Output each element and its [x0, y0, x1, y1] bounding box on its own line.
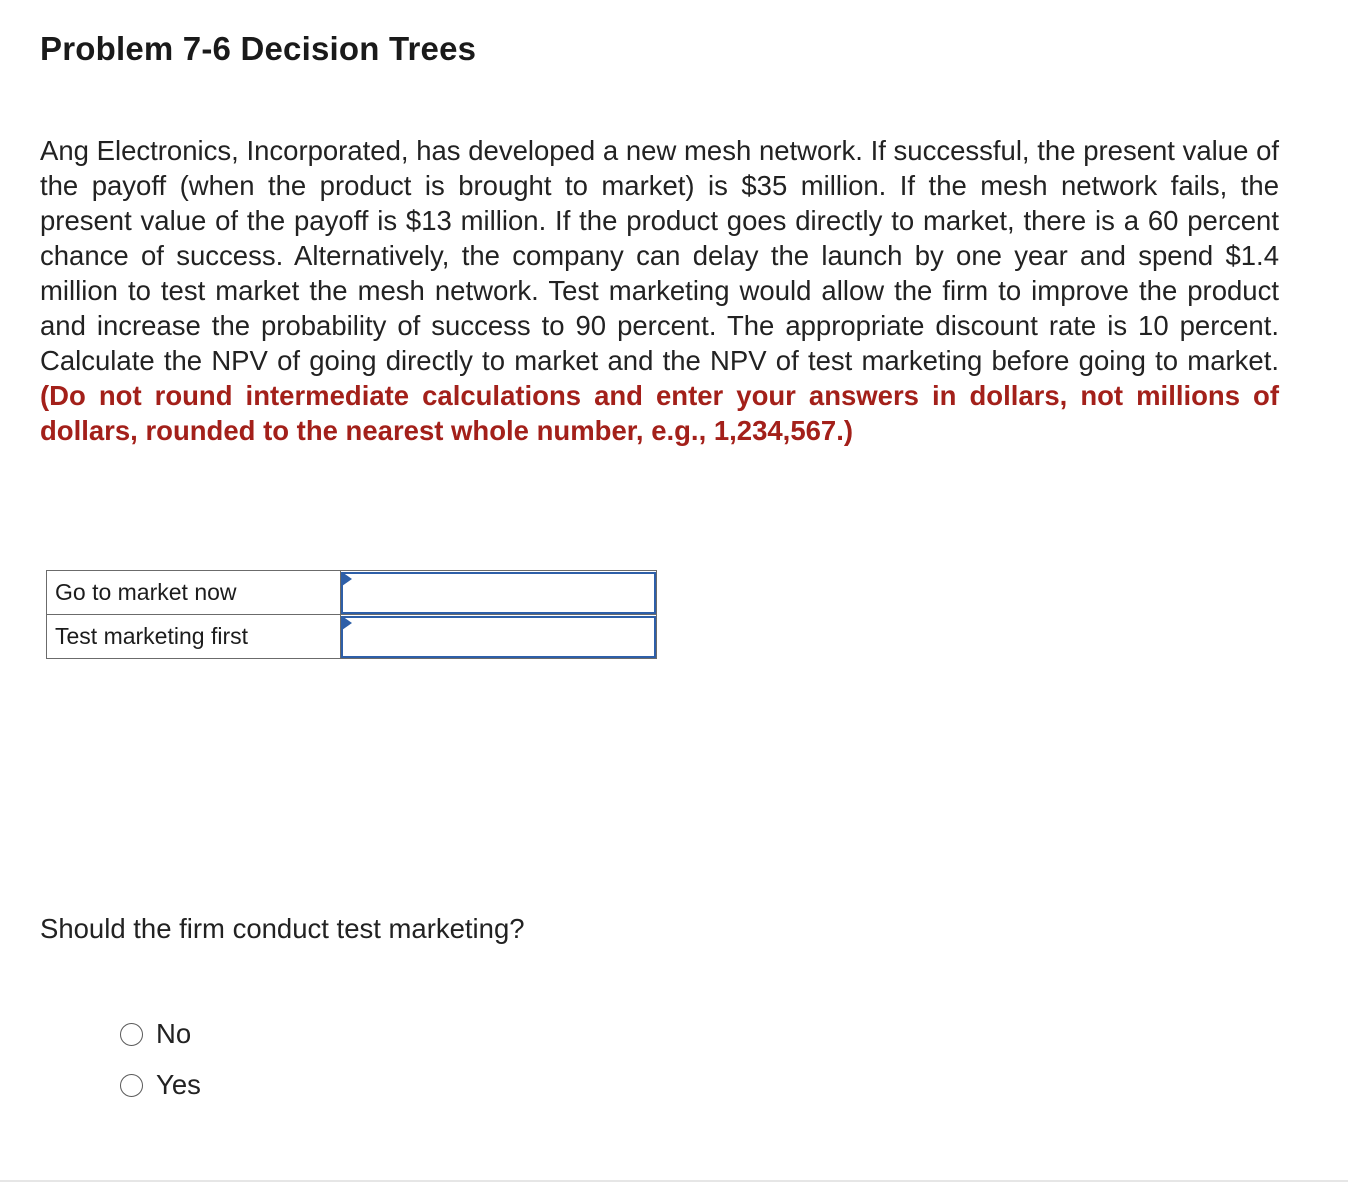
problem-statement	[40, 133, 1279, 448]
question-text: Should the firm conduct test marketing?	[40, 913, 525, 944]
table-row	[47, 615, 657, 659]
test-marketing-input[interactable]	[341, 616, 656, 658]
table-row	[47, 571, 657, 615]
page-title: Problem 7-6 Decision Trees	[40, 30, 477, 67]
option-no-label: No	[156, 1018, 192, 1049]
divider	[0, 1180, 1348, 1182]
problem-text: Ang Electronics, Incorporated, has developed a new mesh network. If successful, the present value of the payoff (when the product is brought to market) is $35 million. If the mesh network fails, the present value of the payoff is $13 million. If the product goes directly to market, there is a 60 percent chance of success. Alternatively, the company can delay the launch by one year and spend $1.4 million to test market the mesh network. Test marketing would allow the firm to improve the product and increase the probability of success to 90 percent. The appropriate discount rate is 10 percent. Calculate the NPV of going directly to market and the NPV of test marketing before going to market.	[40, 135, 1279, 376]
test-marketing-label: Test marketing first	[47, 615, 341, 659]
radio-no[interactable]	[120, 1023, 143, 1046]
input-marker-icon	[342, 616, 352, 630]
answer-table	[46, 570, 657, 659]
option-yes-label: Yes	[156, 1069, 201, 1100]
go-to-market-label: Go to market now	[47, 571, 341, 615]
go-to-market-cell	[341, 571, 657, 615]
radio-yes[interactable]	[120, 1074, 143, 1097]
option-no[interactable]	[120, 1018, 191, 1050]
option-yes[interactable]	[120, 1069, 201, 1101]
input-marker-icon	[342, 572, 352, 586]
go-to-market-input[interactable]	[341, 572, 656, 614]
test-marketing-cell	[341, 615, 657, 659]
rounding-instruction: (Do not round intermediate calculations and enter your answers in dollars, not millions of dollars, rounded to the nearest whole number, e.g., 1,234,567.)	[40, 380, 1279, 446]
